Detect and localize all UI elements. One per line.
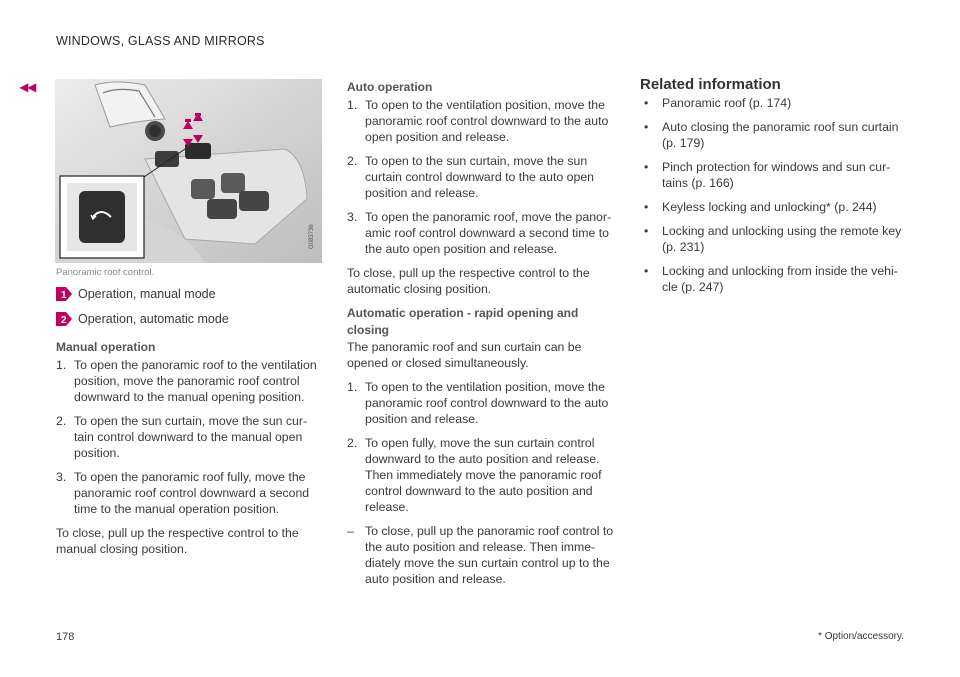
- list-item: 2. To open to the sun curtain, move the sun curtain control downward to the auto open position and release.: [347, 154, 595, 200]
- page-number: 178: [56, 631, 75, 643]
- related-information-section: [640, 77, 904, 303]
- legend-label-1: Operation, manual mode: [78, 287, 216, 301]
- rapid-intro-text: The panoramic roof and sun curtain can be opened or closed simultaneously.: [347, 340, 582, 370]
- figure-caption: Panoramic roof control.: [56, 267, 155, 278]
- related-link[interactable]: • Pinch protection for windows and sun cur-tains (p. 166): [644, 160, 891, 190]
- list-item: 1. To open to the ventilation position, move the panoramic roof control downward to the auto position and release.: [347, 380, 609, 426]
- svg-text:2: 2: [61, 315, 67, 326]
- list-item: 3. To open the panoramic roof fully, move the panoramic roof control downward a second time to the manual operation position.: [56, 470, 310, 516]
- figure-code: G083736: [309, 224, 315, 249]
- marker-1-icon: [56, 287, 72, 301]
- legend-item-1: [56, 287, 216, 301]
- list-item: 1. To open the panoramic roof to the ventilation position, move the panoramic roof control downward to the manual opening position.: [56, 358, 317, 404]
- related-link[interactable]: • Auto closing the panoramic roof sun curtain (p. 179): [644, 120, 899, 150]
- section-header: WINDOWS, GLASS AND MIRRORS: [56, 34, 265, 48]
- footnote: * Option/accessory.: [818, 631, 904, 642]
- legend-item-2: [56, 312, 229, 326]
- related-information-heading: Related information: [640, 76, 781, 93]
- panoramic-roof-control-illustration: [55, 79, 322, 263]
- back-arrows-icon[interactable]: ◂◂: [20, 79, 37, 96]
- rapid-operation-heading: Automatic operation - rapid opening and closing: [347, 306, 579, 337]
- manual-closing-text: To close, pull up the respective control to the manual closing position.: [56, 526, 299, 556]
- auto-operation-heading: Auto operation: [347, 80, 433, 94]
- related-link[interactable]: • Locking and unlocking from inside the vehi-cle (p. 247): [644, 264, 898, 294]
- legend-label-2: Operation, automatic mode: [78, 312, 229, 326]
- list-item: 2. To open the sun curtain, move the sun cur-tain control downward to the manual open position.: [56, 414, 308, 460]
- list-item: 3. To open the panoramic roof, move the panor-amic roof control downward a second time to the auto open position and release.: [347, 210, 612, 256]
- related-link[interactable]: • Locking and unlocking using the remote key (p. 231): [644, 224, 902, 254]
- related-link[interactable]: • Keyless locking and unlocking* (p. 244): [644, 200, 877, 214]
- svg-text:1: 1: [61, 290, 67, 301]
- auto-closing-text: To close, pull up the respective control to the automatic closing position.: [347, 266, 590, 296]
- related-link[interactable]: • Panoramic roof (p. 174): [644, 96, 792, 110]
- manual-operation-section: [56, 339, 322, 565]
- manual-operation-heading: Manual operation: [56, 340, 156, 354]
- list-item: – To close, pull up the panoramic roof control to the auto position and release. Then imme-diately move the sun curtain control up to the auto position and release.: [347, 524, 614, 586]
- marker-2-icon: [56, 312, 72, 326]
- list-item: 2. To open fully, move the sun curtain control downward to the auto position and release. Then immediately move the panoramic roof control downward to the auto position and release.: [347, 436, 602, 514]
- auto-operation-section: [347, 79, 614, 595]
- list-item: 1. To open to the ventilation position, move the panoramic roof control downward to the auto open position and release.: [347, 98, 609, 144]
